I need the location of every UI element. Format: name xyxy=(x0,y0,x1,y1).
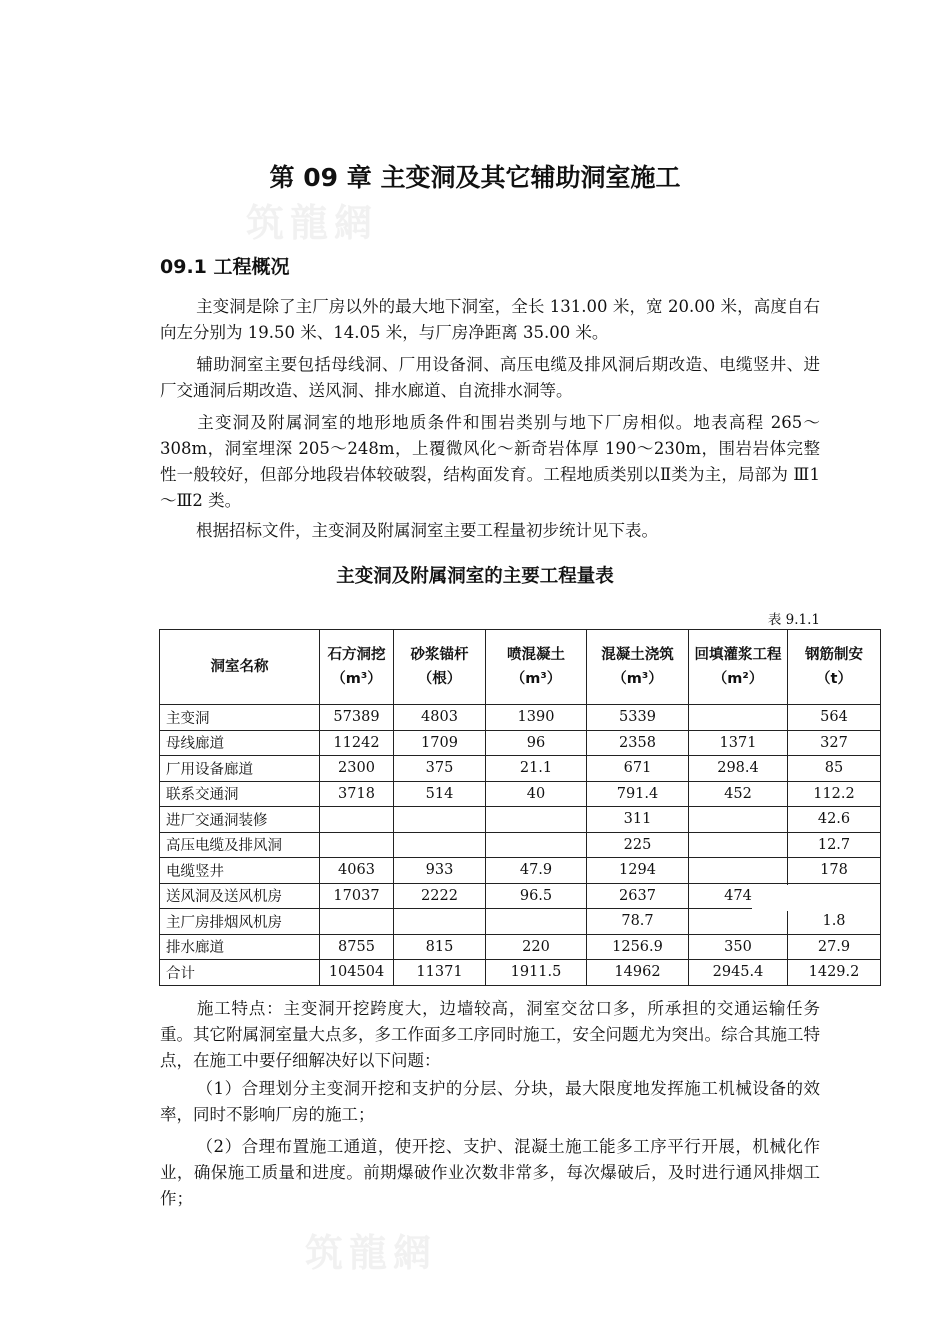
row-name-cell: 电缆竖井 xyxy=(160,858,320,884)
value-cell: 5339 xyxy=(587,705,689,731)
value-cell: 27.9 xyxy=(788,934,881,960)
value-cell: 11242 xyxy=(320,730,394,756)
header-shotcrete: 喷混凝土 （m³） xyxy=(486,630,587,705)
paragraph: 施工特点：主变洞开挖跨度大，边墙较高，洞室交岔口多，所承担的交通运输任务重。其它附属洞室量大点多，多工作面多工序同时施工，安全问题尤为突出。综合其施工特点，在施工中要仔细解决好以下问题： xyxy=(160,999,820,1070)
paragraph: （1）合理划分主变洞开挖和支护的分层、分块，最大限度地发挥施工机械设备的效率，同时不影响厂房的施工； xyxy=(160,1079,820,1124)
value-cell: 8755 xyxy=(320,934,394,960)
row-name-cell: 合计 xyxy=(160,960,320,986)
row-name-cell: 送风洞及送风机房 xyxy=(160,883,320,909)
value-cell: 112.2 xyxy=(788,781,881,807)
value-cell: 327 xyxy=(788,730,881,756)
value-cell xyxy=(320,807,394,833)
value-cell: 17037 xyxy=(320,883,394,909)
value-cell: 514 xyxy=(394,781,486,807)
value-cell: 375 xyxy=(394,756,486,782)
row-name-cell: 厂用设备廊道 xyxy=(160,756,320,782)
table-row xyxy=(160,756,881,782)
chapter-title: 第 09 章 主变洞及其它辅助洞室施工 xyxy=(269,163,681,192)
value-cell: 3718 xyxy=(320,781,394,807)
value-cell xyxy=(689,858,788,884)
section-heading: 09.1 工程概况 xyxy=(160,256,290,278)
header-rebar: 钢筋制安 （t） xyxy=(788,630,881,705)
row-name-cell: 进厂交通洞装修 xyxy=(160,807,320,833)
table-row xyxy=(160,960,881,986)
value-cell xyxy=(320,832,394,858)
value-cell: 104504 xyxy=(320,960,394,986)
paragraph: 主变洞是除了主厂房以外的最大地下洞室，全长 131.00 米，宽 20.00 米，高度自右向左分别为 19.50 米、14.05 米，与厂房净距离 35.00 米。 xyxy=(160,297,820,342)
value-cell xyxy=(486,909,587,935)
table-row xyxy=(160,832,881,858)
paragraph: 辅助洞室主要包括母线洞、厂用设备洞、高压电缆及排风洞后期改造、电缆竖井、进厂交通洞后期改造、送风洞、排水廊道、自流排水洞等。 xyxy=(160,355,820,400)
paragraph: 根据招标文件，主变洞及附属洞室主要工程量初步统计见下表。 xyxy=(196,521,658,540)
table-row xyxy=(160,730,881,756)
value-cell: 815 xyxy=(394,934,486,960)
table-row xyxy=(160,858,881,884)
header-rock-excavation: 石方洞挖 （m³） xyxy=(320,630,394,705)
header-backfill-grouting: 回填灌浆工程 （m²） xyxy=(689,630,788,705)
value-cell: 220 xyxy=(486,934,587,960)
value-cell: 2358 xyxy=(587,730,689,756)
value-cell: 96.5 xyxy=(486,883,587,909)
table-row xyxy=(160,934,881,960)
print-blemish xyxy=(752,885,880,911)
value-cell: 1294 xyxy=(587,858,689,884)
row-name-cell: 主厂房排烟风机房 xyxy=(160,909,320,935)
value-cell: 78.7 xyxy=(587,909,689,935)
value-cell: 47.9 xyxy=(486,858,587,884)
value-cell: 1911.5 xyxy=(486,960,587,986)
value-cell: 2300 xyxy=(320,756,394,782)
row-name-cell: 高压电缆及排风洞 xyxy=(160,832,320,858)
table-title: 主变洞及附属洞室的主要工程量表 xyxy=(336,566,614,587)
value-cell xyxy=(689,705,788,731)
value-cell: 178 xyxy=(788,858,881,884)
value-cell xyxy=(320,909,394,935)
value-cell xyxy=(486,832,587,858)
row-name-cell: 排水廊道 xyxy=(160,934,320,960)
header-anchor-bolts: 砂浆锚杆 （根） xyxy=(394,630,486,705)
value-cell xyxy=(689,832,788,858)
value-cell xyxy=(394,832,486,858)
value-cell: 564 xyxy=(788,705,881,731)
value-cell xyxy=(689,807,788,833)
value-cell: 474 xyxy=(689,883,788,909)
value-cell: 14962 xyxy=(587,960,689,986)
value-cell: 42.6 xyxy=(788,807,881,833)
value-cell: 12.7 xyxy=(788,832,881,858)
table-row xyxy=(160,781,881,807)
value-cell: 1390 xyxy=(486,705,587,731)
value-cell: 85 xyxy=(788,756,881,782)
value-cell: 4063 xyxy=(320,858,394,884)
value-cell: 933 xyxy=(394,858,486,884)
value-cell: 452 xyxy=(689,781,788,807)
value-cell: 2222 xyxy=(394,883,486,909)
value-cell: 11371 xyxy=(394,960,486,986)
value-cell: 1371 xyxy=(689,730,788,756)
header-room-name: 洞室名称 xyxy=(160,630,320,705)
value-cell: 2945.4 xyxy=(689,960,788,986)
value-cell: 4803 xyxy=(394,705,486,731)
value-cell: 1.8 xyxy=(788,909,881,935)
value-cell: 1429.2 xyxy=(788,960,881,986)
table-number: 表 9.1.1 xyxy=(767,612,820,628)
table-row xyxy=(160,705,881,731)
value-cell: 57389 xyxy=(320,705,394,731)
paragraph: 主变洞及附属洞室的地形地质条件和围岩类别与地下厂房相似。地表高程 265～308m，洞室埋深 205～248m，上覆微风化～新奇岩体厚 190～230m，围岩岩体完整性一般较好，但部分地段岩体较破裂，结构面发育。工程地质类别以Ⅱ类为主，局部为 Ⅲ1～Ⅲ2 类。 xyxy=(160,413,820,510)
value-cell: 21.1 xyxy=(486,756,587,782)
table-header-row xyxy=(160,630,881,705)
paragraph: （2）合理布置施工通道，使开挖、支护、混凝土施工能多工序平行开展，机械化作业，确保施工质量和进度。前期爆破作业次数非常多，每次爆破后，及时进行通风排烟工作； xyxy=(160,1137,820,1208)
value-cell: 671 xyxy=(587,756,689,782)
value-cell: 225 xyxy=(587,832,689,858)
value-cell xyxy=(394,807,486,833)
value-cell xyxy=(486,807,587,833)
value-cell: 1256.9 xyxy=(587,934,689,960)
value-cell: 40 xyxy=(486,781,587,807)
table-row xyxy=(160,807,881,833)
value-cell: 298.4 xyxy=(689,756,788,782)
watermark: 筑龍網 xyxy=(246,200,379,245)
value-cell xyxy=(394,909,486,935)
row-name-cell: 母线廊道 xyxy=(160,730,320,756)
value-cell: 350 xyxy=(689,934,788,960)
value-cell: 311 xyxy=(587,807,689,833)
value-cell: 791.4 xyxy=(587,781,689,807)
table-row xyxy=(160,909,881,935)
value-cell: 1709 xyxy=(394,730,486,756)
row-name-cell: 联系交通洞 xyxy=(160,781,320,807)
value-cell xyxy=(689,909,788,935)
watermark: 筑龍網 xyxy=(305,1230,438,1275)
value-cell: 96 xyxy=(486,730,587,756)
quantities-table xyxy=(159,629,881,986)
header-concrete-pouring: 混凝土浇筑 （m³） xyxy=(587,630,689,705)
value-cell: 2637 xyxy=(587,883,689,909)
row-name-cell: 主变洞 xyxy=(160,705,320,731)
